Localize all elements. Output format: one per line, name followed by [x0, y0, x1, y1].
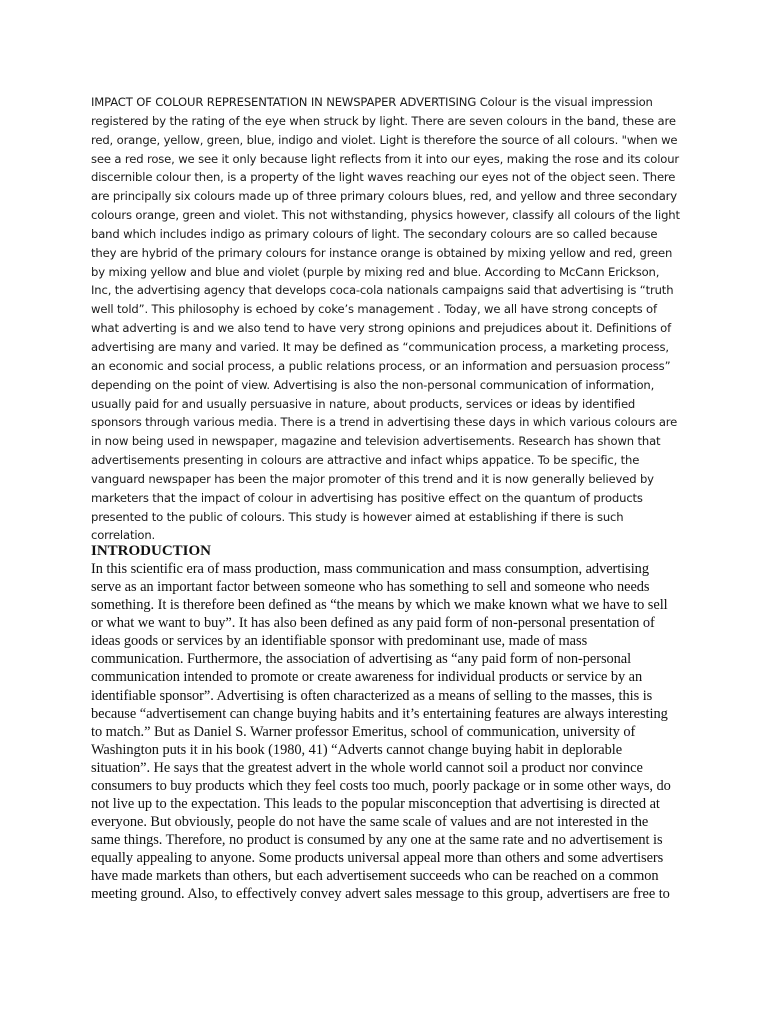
abstract-paragraph: IMPACT OF COLOUR REPRESENTATION IN NEWSPAPER ADVERTISING Colour is the visual impression registered by the rating of the eye when struck by light. There are seven colours in the band, these are red, orange, yellow, green, blue, indigo and violet. Light is therefore the source of all colours. "when we see a red rose, we see it only because light reflects from it into our eyes, making the rose and its colour discernible colour then, is a property of the light waves reaching our eyes not of the object seen. There are principally six colours made up of three primary colours blues, red, and yellow and three secondary colours orange, green and violet. This not withstanding, physics however, classify all colours of the light band which includes indigo as primary colours of light. The secondary colours are so called because they are hybrid of the primary colours for instance orange is obtained by mixing yellow and red, green by mixing yellow and blue and violet (purple by mixing red and blue. According to McCann Erickson, Inc, the advertising agency that develops coca-cola nationals campaigns said that advertising is “truth well told”. This philosophy is echoed by coke’s management . Today, we all have strong concepts of what adverting is and we also tend to have very strong opinions and prejudices about it. Definitions of advertising are many and varied. It may be defined as “communication process, a marketing process, an economic and social process, a public relations process, or an information and persuasion process” depending on the point of view. Advertising is also the non-personal communication of information, usually paid for and usually persuasive in nature, about products, services or ideas by identified sponsors through various media. There is a trend in advertising these days in which various colours are in now being used in newspaper, magazine and television advertisements. Research has shown that advertisements presenting in colours are attractive and infact whips appatice. To be specific, the vanguard newspaper has been the major promoter of this trend and it is now generally believed by marketers that the impact of colour in advertising has positive effect on the quantum of products presented to the public of colours. This study is however aimed at establishing if there is such correlation.	[91, 95, 680, 543]
introduction-paragraph: In this scientific era of mass production, mass communication and mass consumption, advertising serve as an important factor between someone who has something to sell and someone who needs something. It is therefore been defined as “the means by which we make known what we have to sell or what we want to buy”. It has also been defined as any paid form of non-personal presentation of ideas goods or services by an identifiable sponsor with predominant use, made of mass communication. Furthermore, the association of advertising as “any paid form of non-personal communication intended to promote or create awareness for individual products or service by an identifiable sponsor”. Advertising is often characterized as a means of selling to the masses, this is because “advertisement can change buying habits and it’s entertaining features are always interesting to match.” But as Daniel S. Warner professor Emeritus, school of communication, university of Washington puts it in his book (1980, 41) “Adverts cannot change buying habit in deplorable situation”. He says that the greatest advert in the whole world cannot soil a product nor convince consumers to buy products which they feel costs too much, poorly package or in some other ways, do not live up to the expectation. This leads to the popular misconception that advertising is directed at everyone. But obviously, people do not have the same scale of values and are not interested in the same things. Therefore, no product is consumed by any one at the same rate and no advertisement is equally appealing to anyone. Some products universal appeal more than others and some advertisers have made markets than others, but each advertisement succeeds who can be reached on a common meeting ground. Also, to effectively convey advert sales message to this group, advertisers are free to	[91, 561, 671, 903]
introduction-heading: INTRODUCTION	[91, 543, 212, 559]
